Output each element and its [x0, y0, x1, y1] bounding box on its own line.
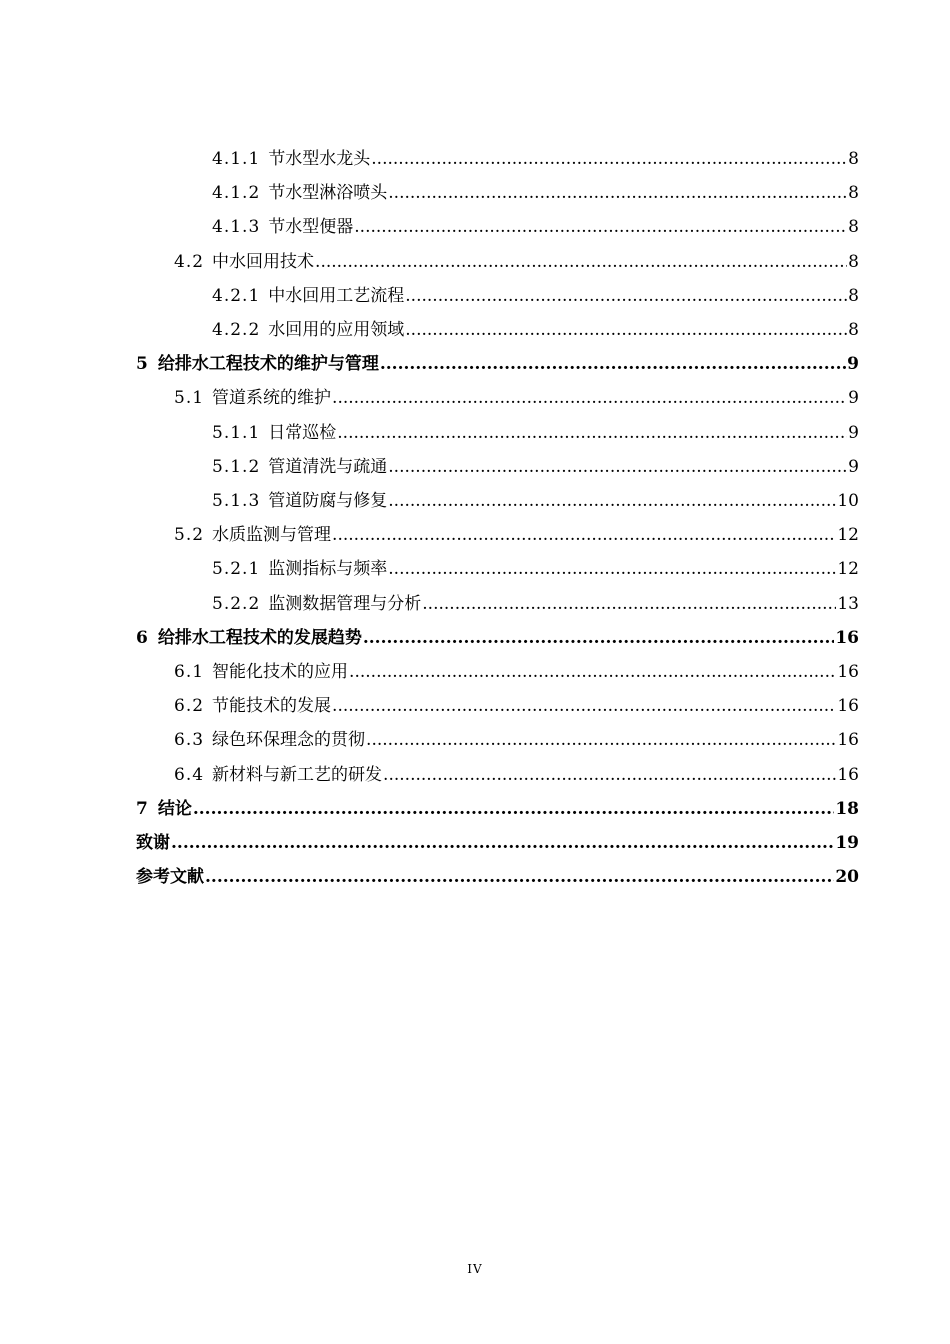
toc-entry[interactable] [174, 683, 859, 717]
toc-entry[interactable] [212, 136, 859, 170]
toc-entry-page: 8 [848, 251, 859, 272]
toc-entry-number: 4.2 [174, 251, 205, 272]
toc-entry-title: 中水回用技术 [212, 251, 315, 272]
toc-entry-number: 4.1.1 [212, 149, 261, 169]
toc-entry[interactable] [212, 204, 859, 238]
toc-entry-page: 12 [837, 525, 859, 546]
toc-dot-leader [422, 593, 836, 615]
toc-entry[interactable] [212, 444, 859, 478]
toc-dot-leader [332, 524, 836, 546]
toc-entry-title: 新材料与新工艺的研发 [212, 764, 383, 785]
toc-entry[interactable] [136, 615, 859, 649]
toc-entry-page: 16 [837, 730, 859, 751]
toc-entry[interactable] [212, 307, 859, 341]
toc-entry[interactable] [174, 375, 859, 409]
toc-entry-number: 4.2.2 [212, 320, 261, 340]
toc-entry-number: 5.1 [174, 388, 205, 409]
toc-dot-leader [388, 490, 836, 512]
toc-entry[interactable] [174, 752, 859, 786]
toc-entry-page: 16 [837, 764, 859, 785]
toc-entry[interactable] [136, 854, 859, 888]
toc-entry-page: 8 [848, 217, 859, 238]
toc-entry[interactable] [212, 273, 859, 307]
toc-dot-leader [388, 558, 836, 580]
toc-entry-number: 6.4 [174, 764, 205, 785]
toc-dot-leader [366, 729, 836, 751]
toc-entry[interactable] [136, 786, 859, 820]
toc-entry-page: 9 [848, 422, 859, 443]
toc-entry[interactable] [212, 546, 859, 580]
toc-entry-page: 16 [837, 662, 859, 682]
toc-entry-title: 节水型水龙头 [268, 149, 371, 169]
toc-entry[interactable] [212, 170, 859, 204]
toc-entry-page: 9 [848, 456, 859, 477]
toc-entry-title: 智能化技术的应用 [212, 662, 349, 682]
toc-entry[interactable] [136, 820, 859, 854]
toc-dot-leader [388, 182, 847, 204]
toc-entry-title: 管道清洗与疏通 [268, 456, 388, 477]
toc-entry-number: 5.1.1 [212, 422, 261, 443]
toc-dot-leader [405, 319, 847, 341]
toc-entry-number: 5.2.2 [212, 593, 261, 614]
toc-dot-leader [332, 387, 847, 409]
toc-entry-page: 8 [848, 183, 859, 204]
toc-entry-title: 监测指标与频率 [268, 559, 388, 580]
toc-entry-title: 管道防腐与修复 [268, 491, 388, 511]
toc-entry-page: 16 [837, 696, 859, 717]
toc-entry[interactable] [136, 341, 859, 375]
toc-entry-title: 绿色环保理念的贯彻 [212, 730, 366, 751]
toc-dot-leader [337, 422, 847, 444]
toc-entry-page: 8 [848, 285, 859, 306]
toc-entry[interactable] [174, 717, 859, 751]
page-number-footer: IV [467, 1262, 483, 1276]
toc-dot-leader [388, 456, 847, 478]
toc-entry-title: 节水型便器 [268, 217, 354, 238]
toc-entry-title: 管道系统的维护 [212, 388, 332, 409]
toc-entry-title: 水质监测与管理 [212, 525, 332, 546]
toc-entry-page: 20 [835, 867, 859, 888]
toc-dot-leader [332, 695, 836, 717]
toc-entry-number: 6.1 [174, 662, 205, 682]
toc-entry-title: 致谢 [136, 833, 170, 853]
toc-entry-title: 给排水工程技术的发展趋势 [157, 627, 362, 648]
toc-entry-page: 18 [835, 798, 859, 819]
toc-entry-number: 4.1.2 [212, 183, 261, 204]
toc-entry-number: 4.1.3 [212, 217, 261, 238]
toc-entry[interactable] [212, 478, 859, 512]
toc-entry-title: 水回用的应用领域 [268, 320, 405, 340]
toc-entry-page: 12 [837, 559, 859, 580]
toc-dot-leader [380, 353, 846, 375]
toc-entry-number: 5.2.1 [212, 559, 261, 580]
toc-dot-leader [193, 798, 834, 820]
toc-dot-leader [405, 285, 847, 307]
toc-entry[interactable] [174, 649, 859, 683]
toc-dot-leader [171, 832, 834, 854]
toc-entry-title: 参考文献 [136, 867, 204, 888]
toc-entry-page: 19 [835, 833, 859, 853]
toc-entry[interactable] [174, 512, 859, 546]
toc-entry-page: 8 [848, 320, 859, 340]
toc-dot-leader [354, 216, 847, 238]
toc-dot-leader [371, 148, 847, 170]
toc-entry-page: 9 [848, 388, 859, 409]
toc-entry[interactable] [212, 581, 859, 615]
toc-entry-title: 给排水工程技术的维护与管理 [157, 354, 379, 375]
toc-dot-leader [363, 627, 834, 649]
toc-entry-number: 6 [136, 627, 148, 648]
toc-dot-leader [205, 866, 834, 888]
toc-entry[interactable] [174, 239, 859, 273]
toc-entry-number: 6.3 [174, 730, 205, 751]
toc-entry-title: 节能技术的发展 [212, 696, 332, 717]
toc-entry-number: 4.2.1 [212, 285, 261, 306]
toc-entry-number: 5.1.2 [212, 456, 261, 477]
toc-entry-page: 13 [837, 593, 859, 614]
toc-entry-page: 8 [848, 149, 859, 169]
toc-entry-number: 5.1.3 [212, 491, 261, 511]
toc-entry-number: 6.2 [174, 696, 205, 717]
toc-entry-title: 结论 [157, 798, 192, 819]
toc-entry-title: 日常巡检 [268, 422, 337, 443]
toc-dot-leader [349, 661, 836, 683]
toc-entry[interactable] [212, 410, 859, 444]
toc-entry-title: 中水回用工艺流程 [268, 285, 405, 306]
toc-dot-leader [315, 251, 847, 273]
toc-dot-leader [383, 764, 836, 786]
toc-entry-title: 节水型淋浴喷头 [268, 183, 388, 204]
toc-entry-number: 5.2 [174, 525, 205, 546]
toc-entry-title: 监测数据管理与分析 [268, 593, 422, 614]
toc-entry-page: 9 [847, 354, 859, 375]
toc-entry-page: 16 [835, 627, 859, 648]
toc-entry-number: 5 [136, 354, 148, 375]
toc-entry-number: 7 [136, 798, 148, 819]
toc-entry-page: 10 [837, 491, 859, 511]
